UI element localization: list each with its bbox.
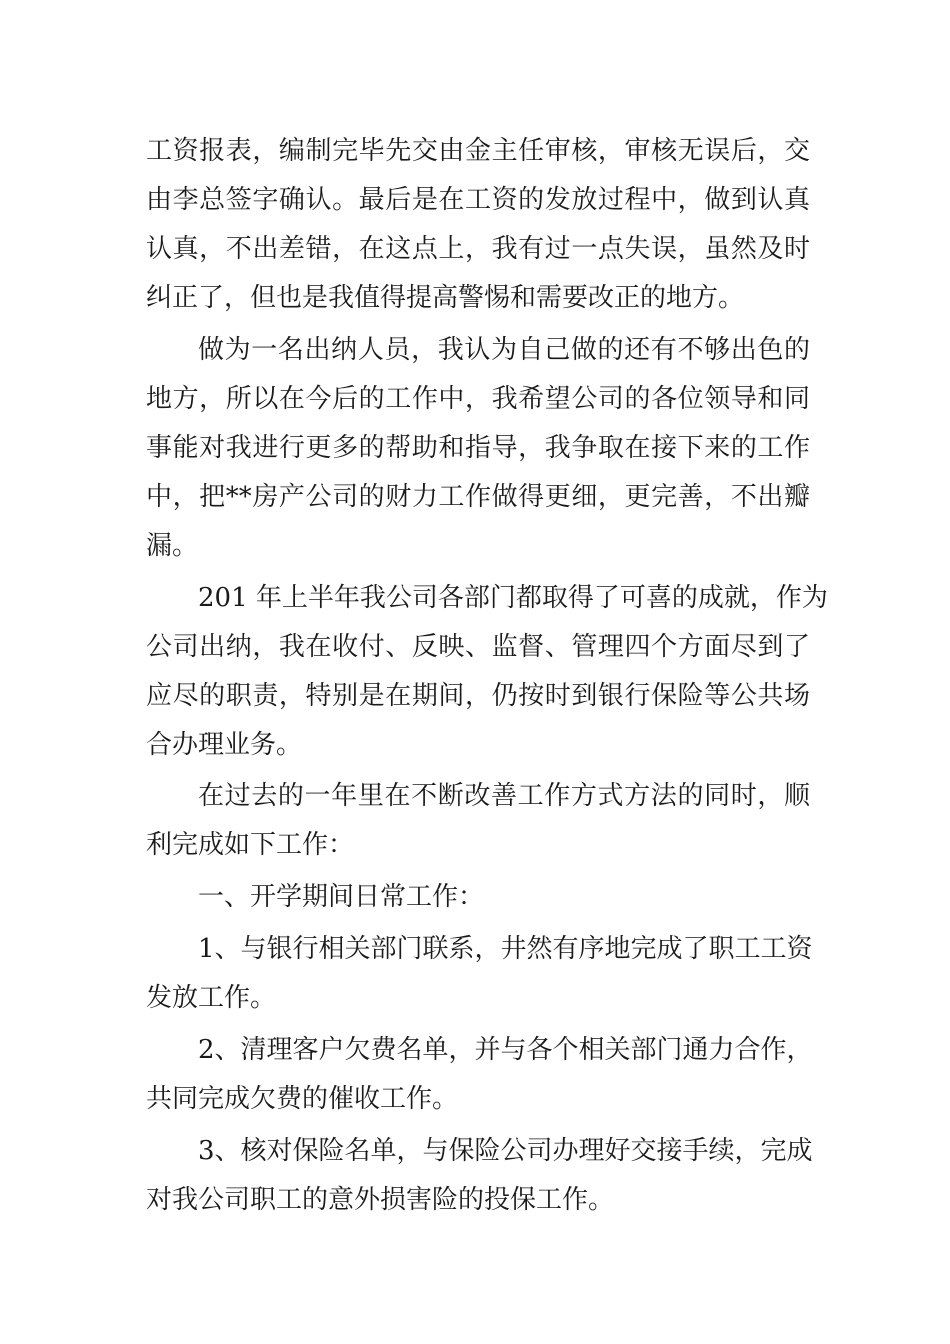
text-line: 由李总签字确认。最后是在工资的发放过程中，做到认真 — [146, 185, 810, 215]
paragraph-5 — [146, 873, 810, 922]
text-line: 201 年上半年我公司各部门都取得了可喜的成就，作为 — [198, 582, 828, 613]
list-item-1 — [146, 925, 813, 1023]
list-item-3 — [146, 1127, 813, 1225]
text-line: 在过去的一年里在不断改善工作方式方法的同时，顺 — [198, 781, 810, 812]
text-line: 应尽的职责，特别是在期间，仍按时到银行保险等公共场 — [146, 680, 810, 711]
text-line: 3、核对保险名单，与保险公司办理好交接手续，完成 — [198, 1135, 813, 1166]
text-line: 纠正了，但也是我值得提高警惕和需要改正的地方。 — [146, 283, 745, 313]
text-line: 1、与银行相关部门联系，井然有序地完成了职工工资 — [198, 933, 813, 964]
paragraph-1 — [146, 127, 810, 323]
text-line: 公司出纳，我在收付、反映、监督、管理四个方面尽到了 — [146, 631, 810, 662]
paragraph-2 — [146, 326, 810, 571]
paragraph-3 — [146, 574, 828, 770]
text-line: 工资报表，编制完毕先交由金主任审核，审核无误后，交 — [146, 136, 810, 166]
text-line: 事能对我进行更多的帮助和指导，我争取在接下来的工作 — [146, 432, 810, 463]
text-line: 做为一名出纳人员，我认为自己做的还有不够出色的 — [198, 334, 810, 365]
text-line: 合办理业务。 — [146, 729, 303, 760]
document-body — [146, 127, 828, 1225]
paragraph-4 — [146, 772, 810, 870]
text-line: 认真，不出差错，在这点上，我有过一点失误，虽然及时 — [146, 234, 810, 264]
section-heading: 一、开学期间日常工作： — [198, 882, 485, 913]
text-line: 2、清理客户欠费名单，并与各个相关部门通力合作， — [198, 1034, 813, 1065]
text-line: 地方，所以在今后的工作中，我希望公司的各位领导和同 — [146, 383, 810, 414]
text-line: 中，把**房产公司的财力工作做得更细，更完善，不出瓣 — [146, 481, 810, 512]
text-line: 利完成如下工作： — [146, 830, 355, 861]
text-line: 共同完成欠费的催收工作。 — [146, 1083, 459, 1114]
list-item-2 — [146, 1026, 813, 1124]
text-line: 对我公司职工的意外损害险的投保工作。 — [146, 1184, 615, 1215]
text-line: 漏。 — [146, 530, 199, 561]
text-line: 发放工作。 — [146, 982, 277, 1013]
